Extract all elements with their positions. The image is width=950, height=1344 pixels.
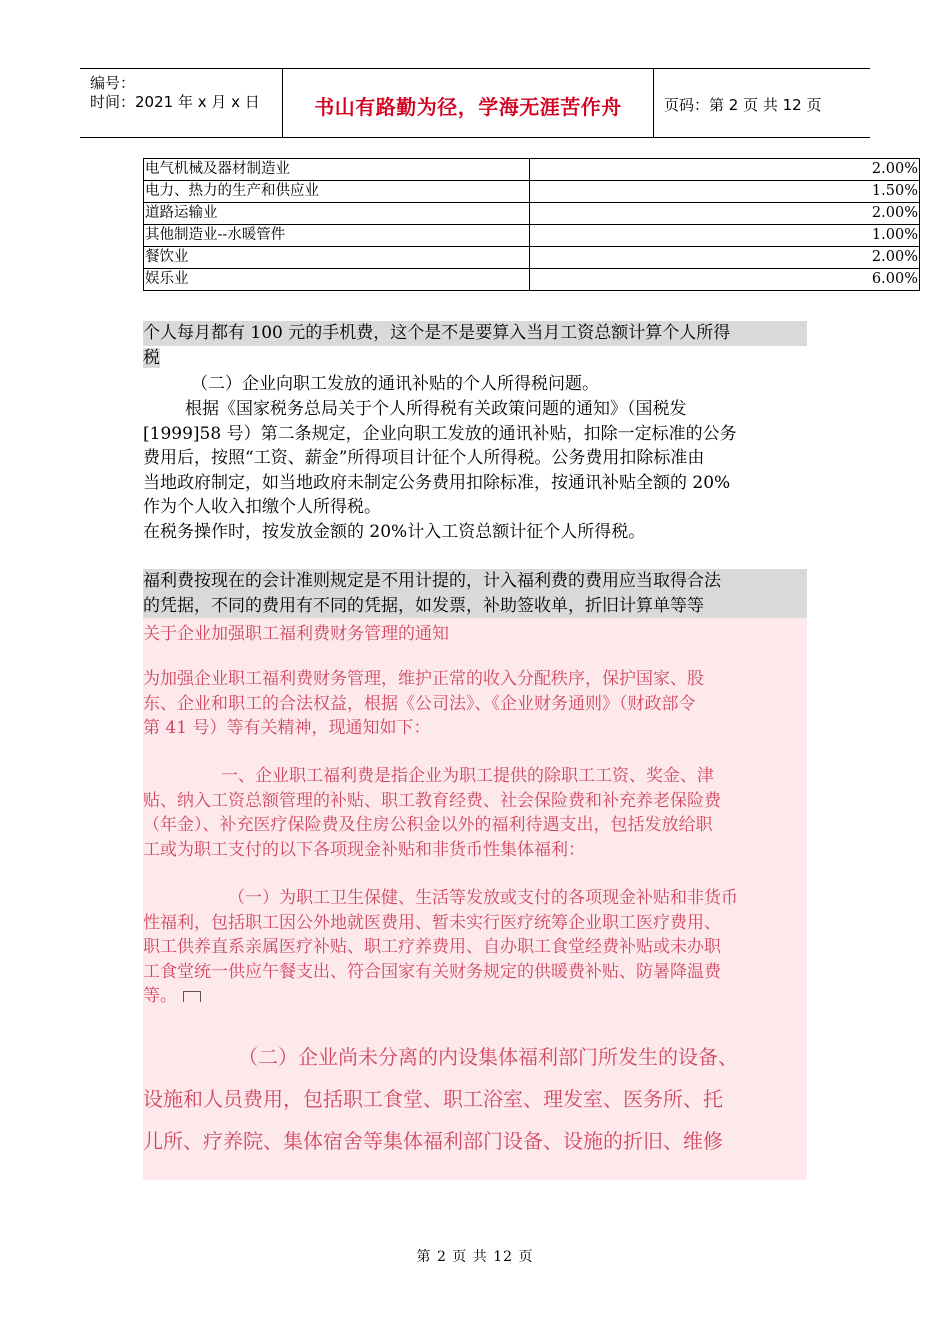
notice-item-1 (143, 764, 805, 862)
paragraph-line: 费用后，按照“工资、薪金”所得项目计征个人所得税。公务费用扣除标准由 (143, 448, 705, 468)
time-label: 时间：2021 年 x 月 x 日 (90, 93, 260, 111)
section-heading: （二）企业向职工发放的通讯补贴的个人所得税问题。 (191, 374, 599, 394)
answer-line: 的凭据，不同的费用有不同的凭据，如发票，补助签收单，折旧计算单等等 (143, 594, 807, 619)
item-line (143, 984, 805, 1009)
item-line: 贴、纳入工资总额管理的补贴、职工教育经费、社会保险费和补充养老保险费 (143, 790, 721, 811)
table-row (144, 203, 920, 225)
tax-operation-note: 在税务操作时，按发放金额的 20%计入工资总额计征个人所得税。 (143, 521, 646, 542)
item-line: （年金）、补充医疗保险费及住房公积金以外的福利待遇支出，包括发放给职 (143, 815, 713, 835)
item-line: 职工供养直系亲属医疗补贴、职工疗养费用、自办职工食堂经费补贴或未办职 (143, 937, 721, 957)
industry-rate: 6.00% (530, 269, 920, 291)
item-line-text: 等。 (143, 986, 177, 1006)
answer-line: 福利费按现在的会计准则规定是不用计提的，计入福利费的费用应当取得合法 (143, 569, 807, 594)
intro-line: 东、企业和职工的合法权益，根据《公司法》、《企业财务通则》（财政部令 (143, 693, 696, 714)
industry-rates-table (143, 158, 920, 291)
industry-name: 电气机械及器材制造业 (144, 159, 530, 181)
item-line: 儿所、疗养院、集体宿舍等集体福利部门设备、设施的折旧、维修 (143, 1129, 723, 1153)
header-motto-cell (283, 69, 654, 137)
item-line: 工或为职工支付的以下各项现金补贴和非货币性集体福利： (143, 839, 585, 860)
paragraph-line: [1999]58 号）第二条规定，企业向职工发放的通讯补贴，扣除一定标准的公务 (143, 423, 737, 444)
notice-title: 关于企业加强职工福利费财务管理的通知 (143, 624, 449, 644)
question-line: 税 (143, 348, 160, 368)
industry-rate: 1.00% (530, 225, 920, 247)
welfare-fee-answer (143, 569, 807, 618)
item-line: 设施和人员费用，包括职工食堂、职工浴室、理发室、医务所、托 (143, 1087, 723, 1111)
tax-rule-paragraph (143, 397, 807, 544)
page-footer: 第 2 页 共 12 页 (416, 1249, 534, 1265)
table-row (144, 159, 920, 181)
table-row (144, 181, 920, 203)
industry-rate: 2.00% (530, 247, 920, 269)
table-row (144, 269, 920, 291)
intro-line: 第 41 号）等有关精神，现通知如下： (143, 718, 431, 738)
header-page-cell (654, 69, 870, 137)
bracket-mark-icon (183, 991, 201, 1002)
header-meta-cell (80, 69, 283, 137)
page-number-label: 页码：第 2 页 共 12 页 (664, 96, 822, 114)
industry-rate: 1.50% (530, 181, 920, 203)
item-line: 一、企业职工福利费是指企业为职工提供的除职工工资、奖金、津 (221, 766, 714, 786)
notice-intro (143, 667, 805, 741)
industry-name: 电力、热力的生产和供应业 (144, 181, 530, 203)
notice-item-3 (143, 1040, 807, 1159)
motto-text: 书山有路勤为径，学海无涯苦作舟 (314, 95, 622, 119)
phone-fee-question-cont (143, 346, 807, 371)
paragraph-line: 当地政府制定，如当地政府未制定公务费用扣除标准，按通讯补贴全额的 20% (143, 472, 731, 493)
industry-name: 道路运输业 (144, 203, 530, 225)
paragraph-line: 作为个人收入扣缴个人所得税。 (143, 497, 381, 517)
question-line: 个人每月都有 100 元的手机费，这个是不是要算入当月工资总额计算个人所得 (143, 323, 731, 343)
industry-rate: 2.00% (530, 203, 920, 225)
industry-name: 娱乐业 (144, 269, 530, 291)
notice-item-2 (143, 886, 805, 1009)
item-line: 性福利，包括职工因公外地就医费用、暂未实行医疗统筹企业职工医疗费用、 (143, 912, 721, 933)
paragraph-line: 根据《国家税务总局关于个人所得税有关政策问题的通知》（国税发 (185, 399, 687, 419)
industry-rate: 2.00% (530, 159, 920, 181)
item-line: （一）为职工卫生保健、生活等发放或支付的各项现金补贴和非货币 (228, 888, 738, 908)
number-label: 编号： (90, 74, 136, 92)
table-row (144, 225, 920, 247)
intro-line: 为加强企业职工福利费财务管理，维护正常的收入分配秩序，保护国家、股 (143, 669, 704, 689)
phone-fee-question (143, 321, 807, 346)
item-line: 工食堂统一供应午餐支出、符合国家有关财务规定的供暖费补贴、防暑降温费 (143, 961, 721, 982)
item-line: （二）企业尚未分离的内设集体福利部门所发生的设备、 (238, 1045, 738, 1069)
table-row (144, 247, 920, 269)
industry-name: 餐饮业 (144, 247, 530, 269)
page-header (80, 68, 870, 138)
industry-name: 其他制造业--水暖管件 (144, 225, 530, 247)
